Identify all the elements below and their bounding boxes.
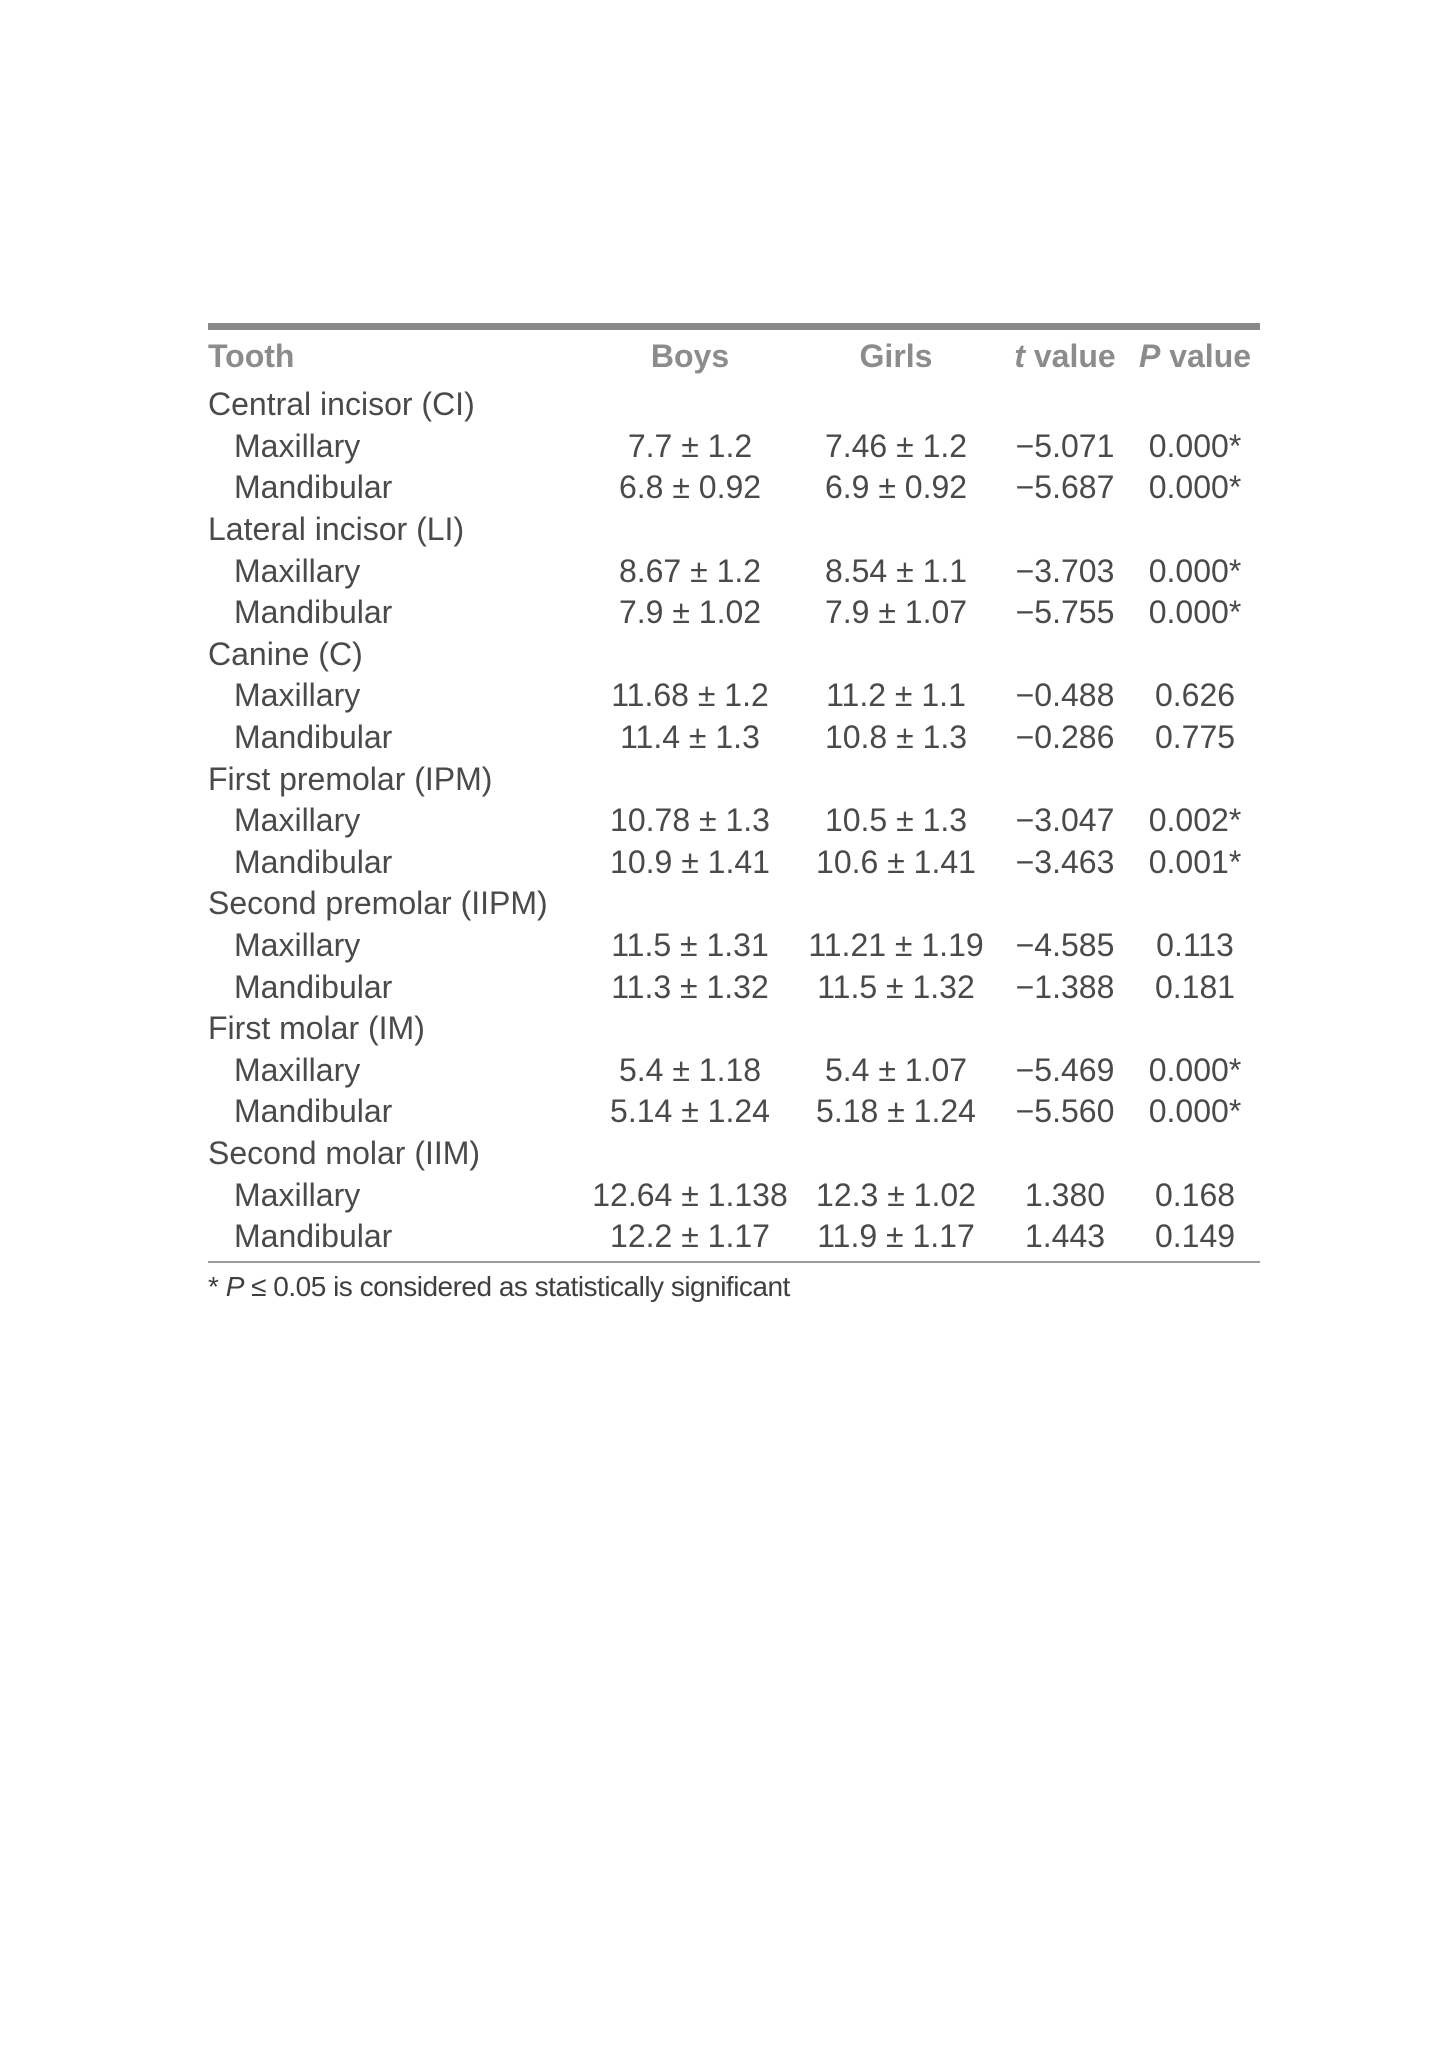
p-value: 0.000*	[1148, 1093, 1242, 1130]
girls-value: 11.21 ± 1.19	[808, 927, 984, 964]
boys-value: 11.5 ± 1.31	[611, 927, 769, 964]
p-value: 0.000*	[1148, 552, 1242, 589]
boys-value: 8.67 ± 1.2	[618, 552, 762, 589]
tooth-group-name: First molar (IM)	[208, 1010, 425, 1047]
jaw-label: Maxillary	[234, 427, 361, 464]
girls-value: 5.4 ± 1.07	[824, 1051, 968, 1088]
girls-value: 11.2 ± 1.1	[826, 677, 966, 714]
footnote-p-symbol: P	[225, 1271, 244, 1303]
girls-value: 7.9 ± 1.07	[824, 594, 968, 631]
boys-value: 11.4 ± 1.3	[620, 719, 760, 756]
boys-value: 5.4 ± 1.18	[618, 1051, 762, 1088]
header-boys: Boys	[650, 337, 730, 374]
tooth-group-name: Second premolar (IIPM)	[208, 885, 548, 922]
p-value: 0.626	[1154, 677, 1236, 714]
table-row	[208, 592, 1260, 634]
group-row	[208, 634, 1260, 676]
jaw-label: Maxillary	[234, 677, 361, 714]
p-value: 0.000*	[1148, 594, 1242, 631]
tooth-group-name: Canine (C)	[208, 635, 363, 672]
jaw-label: Mandibular	[234, 1218, 393, 1255]
girls-value: 10.5 ± 1.3	[824, 802, 968, 839]
p-value: 0.002*	[1148, 802, 1242, 839]
t-value: −5.071	[1015, 427, 1115, 464]
jaw-label: Maxillary	[234, 802, 361, 839]
header-t-symbol: t	[1014, 337, 1025, 374]
boys-value: 12.64 ± 1.138	[592, 1176, 788, 1213]
p-value: 0.000*	[1148, 469, 1242, 506]
boys-value: 5.14 ± 1.24	[610, 1093, 770, 1130]
boys-value: 11.3 ± 1.32	[611, 968, 769, 1005]
header-p-value	[1130, 330, 1260, 382]
header-t-word: value	[1024, 337, 1116, 374]
t-value: 1.380	[1024, 1176, 1106, 1213]
data-table-container	[208, 323, 1260, 1303]
t-value: −1.388	[1015, 968, 1115, 1005]
table-row	[208, 675, 1260, 717]
header-tooth: Tooth	[208, 337, 295, 374]
jaw-label: Maxillary	[234, 552, 361, 589]
t-value: −3.047	[1015, 802, 1115, 839]
tooth-group-name: Lateral incisor (LI)	[208, 511, 465, 548]
p-value: 0.000*	[1148, 427, 1242, 464]
jaw-label: Mandibular	[234, 719, 393, 756]
header-p-word: value	[1160, 337, 1252, 374]
t-value: −5.560	[1015, 1093, 1115, 1130]
table-footnote	[208, 1271, 1260, 1303]
table-row	[208, 1050, 1260, 1092]
girls-value: 11.5 ± 1.32	[817, 968, 975, 1005]
jaw-label: Maxillary	[234, 1176, 361, 1213]
table-header-row	[208, 330, 1260, 382]
p-value: 0.149	[1154, 1218, 1236, 1255]
t-value: −3.463	[1015, 843, 1115, 880]
p-value: 0.113	[1156, 927, 1234, 964]
table-row	[208, 1174, 1260, 1216]
table-top-rule	[208, 323, 1260, 330]
table-row	[208, 426, 1260, 468]
jaw-label: Mandibular	[234, 968, 393, 1005]
t-value: −0.286	[1015, 719, 1115, 756]
table-body	[208, 382, 1260, 1257]
jaw-label: Mandibular	[234, 1093, 393, 1130]
p-value: 0.181	[1154, 968, 1236, 1005]
girls-value: 5.18 ± 1.24	[816, 1093, 976, 1130]
tooth-group-name: Second molar (IIM)	[208, 1134, 481, 1171]
table-row	[208, 1091, 1260, 1133]
table-row	[208, 925, 1260, 967]
group-row	[208, 883, 1260, 925]
header-t-value	[1000, 330, 1130, 382]
t-value: −4.585	[1015, 927, 1115, 964]
group-row	[208, 382, 1260, 426]
t-value: −3.703	[1015, 552, 1115, 589]
boys-value: 12.2 ± 1.17	[610, 1218, 770, 1255]
girls-value: 6.9 ± 0.92	[824, 469, 968, 506]
table-row	[208, 800, 1260, 842]
jaw-label: Maxillary	[234, 927, 361, 964]
t-value: −5.469	[1015, 1051, 1115, 1088]
jaw-label: Mandibular	[234, 843, 393, 880]
group-row	[208, 758, 1260, 800]
group-row	[208, 509, 1260, 551]
table-row	[208, 467, 1260, 509]
boys-value: 7.9 ± 1.02	[618, 594, 762, 631]
p-value: 0.775	[1154, 719, 1236, 756]
t-value: −5.687	[1015, 469, 1115, 506]
jaw-label: Maxillary	[234, 1051, 361, 1088]
p-value: 0.001*	[1148, 843, 1242, 880]
girls-value: 10.6 ± 1.41	[816, 843, 976, 880]
jaw-label: Mandibular	[234, 594, 393, 631]
t-value: −0.488	[1015, 677, 1115, 714]
table-row	[208, 550, 1260, 592]
header-p-symbol: P	[1138, 337, 1161, 374]
boys-value: 10.78 ± 1.3	[610, 802, 770, 839]
boys-value: 11.68 ± 1.2	[611, 677, 769, 714]
girls-value: 10.8 ± 1.3	[824, 719, 968, 756]
boys-value: 6.8 ± 0.92	[618, 469, 762, 506]
tooth-group-name: Central incisor (CI)	[208, 386, 475, 423]
header-girls: Girls	[859, 337, 933, 374]
girls-value: 7.46 ± 1.2	[824, 427, 968, 464]
group-row	[208, 1008, 1260, 1050]
t-value: 1.443	[1024, 1218, 1106, 1255]
boys-value: 7.7 ± 1.2	[627, 427, 753, 464]
table-row	[208, 966, 1260, 1008]
tooth-group-name: First premolar (IPM)	[208, 760, 493, 797]
footnote-text: ≤ 0.05 is considered as statistically significant	[243, 1271, 790, 1303]
girls-value: 8.54 ± 1.1	[824, 552, 968, 589]
table-row	[208, 842, 1260, 884]
p-value: 0.168	[1154, 1176, 1236, 1213]
table-bottom-rule	[208, 1261, 1260, 1263]
data-table	[208, 330, 1260, 1257]
table-row	[208, 1216, 1260, 1258]
footnote-marker: *	[208, 1271, 226, 1303]
boys-value: 10.9 ± 1.41	[610, 843, 770, 880]
girls-value: 11.9 ± 1.17	[817, 1218, 975, 1255]
t-value: −5.755	[1015, 594, 1115, 631]
p-value: 0.000*	[1148, 1051, 1242, 1088]
girls-value: 12.3 ± 1.02	[816, 1176, 976, 1213]
group-row	[208, 1133, 1260, 1175]
table-row	[208, 717, 1260, 759]
jaw-label: Mandibular	[234, 469, 393, 506]
